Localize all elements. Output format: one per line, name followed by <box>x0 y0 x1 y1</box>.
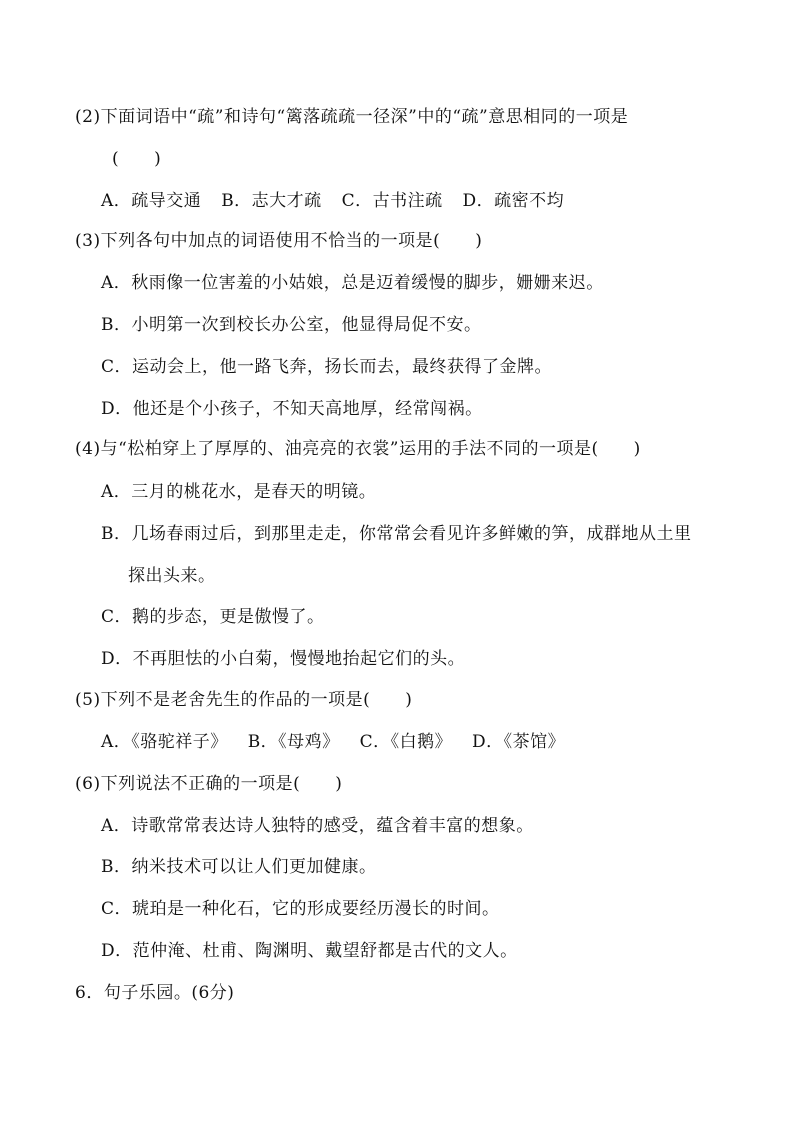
question-5-option-d: D．《茶馆》 <box>472 732 566 752</box>
question-6-option-a: A．诗歌常常表达诗人独特的感受，蕴含着丰富的想象。 <box>101 816 534 836</box>
question-6-option-b: B．纳米技术可以让人们更加健康。 <box>101 857 377 877</box>
question-2-answer-blank: ( ) <box>112 149 162 169</box>
question-6-stem: (6)下列说法不正确的一项是( ) <box>75 774 343 794</box>
question-3-stem: (3)下列各句中加点的词语使用不恰当的一项是( ) <box>75 231 483 251</box>
question-2-option-d: D．疏密不均 <box>462 191 565 211</box>
question-5-option-b: B．《母鸡》 <box>247 732 340 752</box>
question-2-option-b: B．志大才疏 <box>221 191 322 211</box>
question-5-option-a: A．《骆驼祥子》 <box>101 732 228 752</box>
question-2-options <box>101 190 578 212</box>
question-2-option-a: A．疏导交通 <box>101 191 202 211</box>
question-3-option-c: C．运动会上，他一路飞奔，扬长而去，最终获得了金牌。 <box>101 357 553 377</box>
question-4-stem: (4)与“松柏穿上了厚厚的、油亮亮的衣裳”运用的手法不同的一项是( ) <box>75 439 641 459</box>
question-3-option-d: D．他还是个小孩子，不知天高地厚，经常闯祸。 <box>101 399 483 419</box>
question-4-option-d: D．不再胆怯的小白菊，慢慢地抬起它们的头。 <box>101 649 466 669</box>
question-4-option-a: A．三月的桃花水，是春天的明镜。 <box>101 482 377 502</box>
question-6-option-d: D．范仲淹、杜甫、陶渊明、戴望舒都是古代的文人。 <box>101 941 518 961</box>
question-4-option-c: C．鹅的步态，更是傲慢了。 <box>101 607 325 627</box>
question-4-option-b-line-2: 探出头来。 <box>128 566 216 586</box>
question-4-option-b-line-1: B．几场春雨过后，到那里走走，你常常会看见许多鲜嫩的笋，成群地从土里 <box>101 524 692 544</box>
question-5-option-c: C．《白鹅》 <box>359 732 453 752</box>
question-3-option-b: B．小明第一次到校长办公室，他显得局促不安。 <box>101 315 482 335</box>
question-2-option-c: C．古书注疏 <box>341 191 443 211</box>
section-6-heading: 6．句子乐园。(6分) <box>75 983 235 1003</box>
question-6-option-c: C．琥珀是一种化石，它的形成要经历漫长的时间。 <box>101 899 500 919</box>
question-5-options <box>101 731 579 753</box>
question-5-stem: (5)下列不是老舍先生的作品的一项是( ) <box>75 690 413 710</box>
question-3-option-a: A．秋雨像一位害羞的小姑娘，总是迈着缓慢的脚步，姗姗来迟。 <box>101 273 604 293</box>
question-2-stem: (2)下面词语中“疏”和诗句“篱落疏疏一径深”中的“疏”意思相同的一项是 <box>75 107 629 127</box>
